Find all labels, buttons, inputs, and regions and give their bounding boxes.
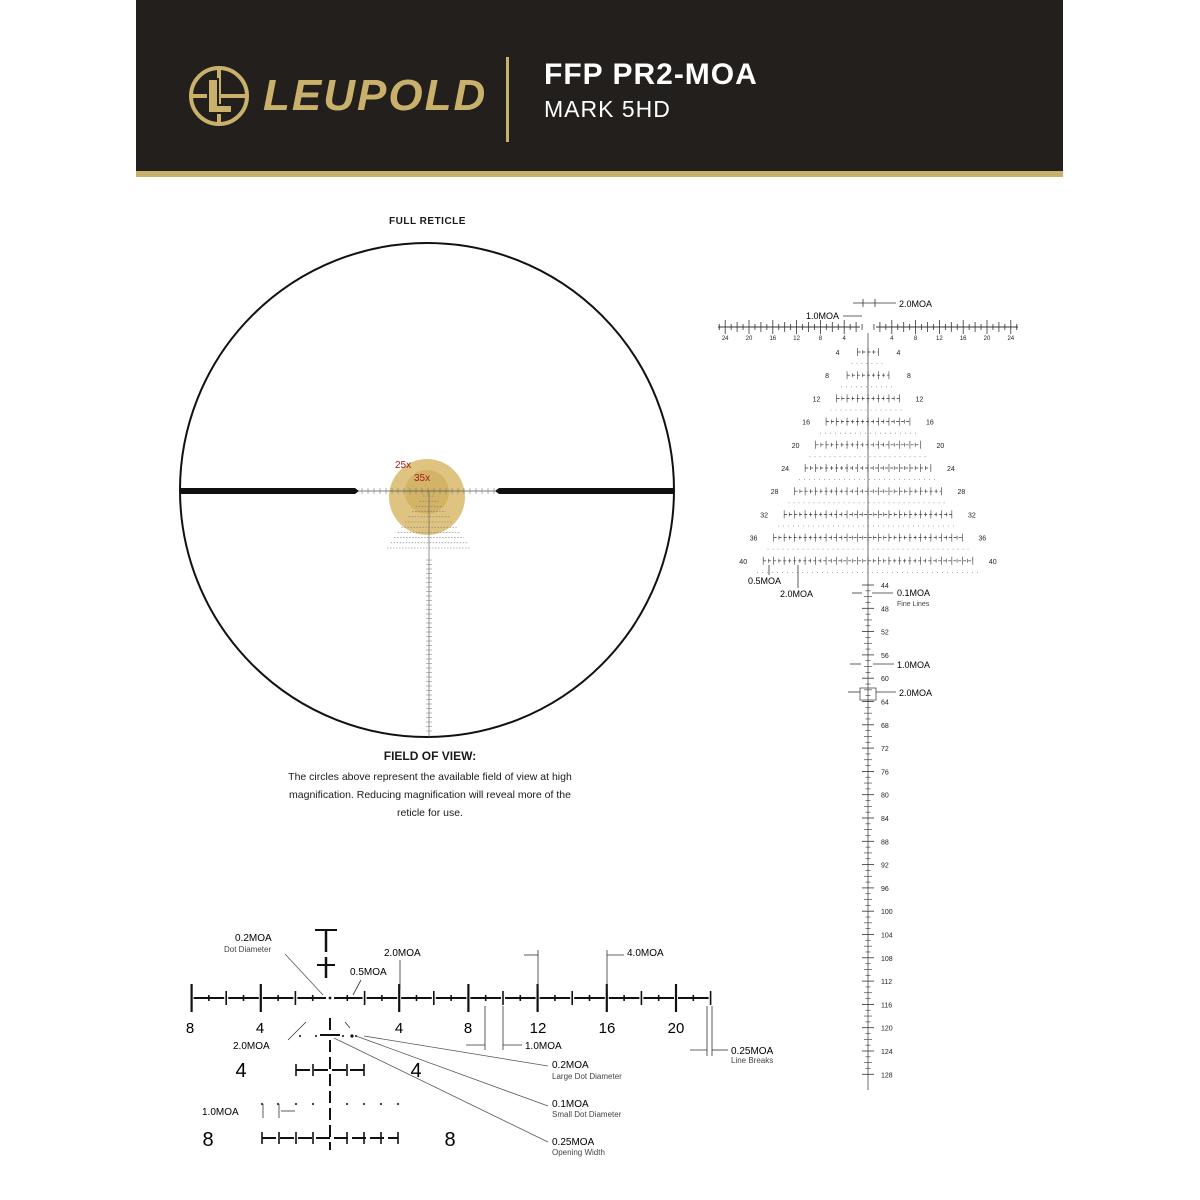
detail-stem-number: 120 [881, 1025, 893, 1033]
callout-stem-fine-lines: Fine Lines [897, 601, 930, 608]
callout-2moa-tree: 2.0MOA [780, 589, 814, 599]
detail-h-number: 4 [890, 336, 894, 342]
zoom-axis-number: 20 [667, 1020, 685, 1037]
callout-stem-1moa: 1.0MOA [897, 660, 931, 670]
detail-stem-number: 60 [881, 676, 889, 684]
product-subtitle: MARK 5HD [544, 96, 671, 122]
callout-0-5moa-tree: 0.5MOA [748, 576, 782, 586]
detail-tree-number-right: 36 [978, 535, 987, 543]
detail-stem-number: 72 [881, 746, 889, 754]
zoom-small-dot [342, 1035, 344, 1037]
detail-stem-number: 64 [881, 699, 889, 707]
detail-stem-number: 68 [881, 722, 889, 730]
zoom-callout-0-25moa-opening: 0.25MOA [552, 1137, 595, 1148]
detail-stem-number: 80 [881, 792, 889, 800]
zoom-callout-opening-width: Opening Width [552, 1148, 605, 1157]
detail-stem-number: 84 [881, 816, 889, 823]
zoom-axis-number: 8 [463, 1020, 473, 1037]
zoom-horizontal-line [192, 984, 711, 1038]
detail-h-number: 16 [959, 336, 967, 342]
detail-stem-number: 112 [881, 979, 893, 987]
detail-tree-number-right: 8 [907, 373, 911, 381]
detail-tree-number-left: 12 [812, 396, 821, 404]
detail-stem-number: 48 [881, 606, 889, 614]
detail-h-number: 16 [769, 336, 777, 342]
zoom-vertical-number: 8 [444, 1129, 456, 1151]
callout-line [334, 1038, 548, 1142]
zoom-large-dot [350, 1034, 353, 1037]
detail-tree-number-right: 28 [957, 489, 966, 497]
detail-stem-number: 96 [881, 885, 889, 893]
zoom-callout-0-5moa: 0.5MOA [350, 967, 387, 978]
detail-stem-number: 124 [881, 1049, 893, 1056]
detail-reticle [718, 299, 1018, 1090]
detail-stem-number: 100 [881, 909, 893, 917]
callout-line [345, 1022, 350, 1028]
detail-h-number: 24 [721, 336, 729, 342]
detail-stem-number: 108 [881, 955, 893, 963]
detail-h-number: 20 [745, 336, 753, 342]
zoom-detail [186, 930, 774, 1157]
callout-line [288, 1022, 306, 1040]
detail-tree-number-left: 8 [825, 373, 829, 381]
zoom-axis-number: 16 [598, 1020, 616, 1037]
callout-line [353, 980, 361, 995]
fov-label-25x: 25x [395, 460, 412, 471]
zoom-callout-large-dot: Large Dot Diameter [552, 1072, 622, 1081]
callout-2moa-top: 2.0MOA [899, 299, 933, 309]
detail-tree-number-right: 20 [936, 442, 945, 450]
detail-stem-number: 52 [881, 629, 889, 637]
full-reticle-view [180, 243, 674, 737]
detail-h-number: 8 [818, 336, 823, 342]
detail-tree-number-right: 24 [946, 466, 955, 473]
detail-h-number: 12 [936, 336, 943, 342]
zoom-callout-0-25moa-breaks: 0.25MOA [731, 1046, 774, 1057]
detail-tree-number-left: 20 [791, 442, 800, 450]
callout-1moa-top: 1.0MOA [806, 311, 840, 321]
detail-stem-number: 116 [881, 1002, 893, 1010]
detail-stem-number: 128 [881, 1072, 893, 1080]
zoom-small-dot [380, 1103, 382, 1105]
zoom-axis-number: 8 [185, 1020, 195, 1037]
detail-stem-number: 56 [881, 652, 889, 660]
detail-h-number: 4 [842, 336, 846, 342]
detail-vertical-stem [862, 333, 893, 1090]
zoom-vertical-number: 4 [235, 1060, 247, 1082]
callout-line [364, 1036, 548, 1066]
detail-stem-number: 76 [881, 769, 889, 777]
zoom-axis-number: 4 [255, 1020, 265, 1037]
detail-tree-number-left: 24 [781, 466, 790, 473]
detail-tree-number-left: 40 [739, 558, 748, 566]
zoom-small-dot [295, 1103, 297, 1105]
zoom-callout-0-1moa-small: 0.1MOA [552, 1099, 589, 1110]
callout-stem-0-1moa: 0.1MOA [897, 588, 931, 598]
zoom-small-dot [299, 1035, 301, 1037]
detail-tree-number-right: 12 [915, 396, 924, 404]
zoom-callout-line-breaks: Line Breaks [731, 1056, 774, 1065]
detail-tree-number-left: 36 [749, 535, 758, 543]
detail-h-number: 24 [1007, 336, 1015, 342]
detail-tree-number-left: 4 [835, 350, 840, 357]
detail-tree-number-right: 4 [896, 350, 901, 357]
zoom-axis-number: 4 [394, 1020, 404, 1037]
zoom-small-dot [397, 1103, 399, 1105]
detail-tree-number-left: 16 [802, 419, 810, 427]
zoom-callout-2moa-left: 2.0MOA [233, 1041, 270, 1052]
right-post [495, 488, 673, 494]
zoom-small-dot [346, 1103, 348, 1105]
detail-tree-number-left: 32 [760, 512, 769, 520]
detail-stem-number: 104 [881, 932, 893, 940]
detail-h-number: 12 [793, 336, 800, 342]
zoom-callout-2moa-top: 2.0MOA [384, 948, 421, 959]
zoom-small-dot [315, 1035, 317, 1037]
full-reticle-label: FULL RETICLE [389, 216, 466, 227]
detail-tree-number-left: 28 [770, 489, 779, 497]
callout-line [285, 954, 323, 995]
detail-tree-number-right: 40 [988, 558, 997, 566]
zoom-callout-0-2moa: 0.2MOA [235, 933, 272, 944]
zoom-callout-small-dot: Small Dot Diameter [552, 1110, 622, 1119]
zoom-vertical-number: 8 [202, 1129, 214, 1151]
detail-tree-number-right: 32 [967, 512, 976, 520]
detail-h-number: 8 [913, 336, 918, 342]
zoom-callout-dot-diameter: Dot Diameter [224, 945, 272, 954]
fov-title: FIELD OF VIEW: [383, 749, 477, 763]
zoom-vertical-line [261, 1018, 399, 1150]
zoom-callout-4moa: 4.0MOA [627, 948, 664, 959]
zoom-vertical-number: 4 [410, 1060, 422, 1082]
left-post [181, 488, 359, 494]
zoom-callout-0-2moa-large: 0.2MOA [552, 1060, 589, 1071]
detail-stem-number: 92 [881, 862, 889, 870]
detail-h-number: 20 [983, 336, 991, 342]
fov-label-35x: 35x [414, 473, 431, 484]
brand-name: LEUPOLD [263, 71, 488, 120]
zoom-small-dot [312, 1103, 314, 1105]
detail-stem-number: 44 [881, 583, 889, 590]
zoom-small-dot [363, 1103, 365, 1105]
zoom-axis-number: 12 [529, 1020, 547, 1037]
zoom-callout-1moa-left: 1.0MOA [202, 1107, 239, 1118]
product-title: FFP PR2-MOA [544, 58, 758, 91]
callout-stem-2moa: 2.0MOA [899, 688, 933, 698]
zoom-callout-1moa: 1.0MOA [525, 1041, 562, 1052]
fov-description: The circles above represent the available field of view at high magnification. Reducing magnification will reveal more of the reticle for use. [288, 771, 572, 819]
detail-tree-number-right: 16 [926, 419, 934, 427]
detail-stem-number: 88 [881, 839, 889, 847]
zoom-center-dot [329, 997, 332, 1000]
